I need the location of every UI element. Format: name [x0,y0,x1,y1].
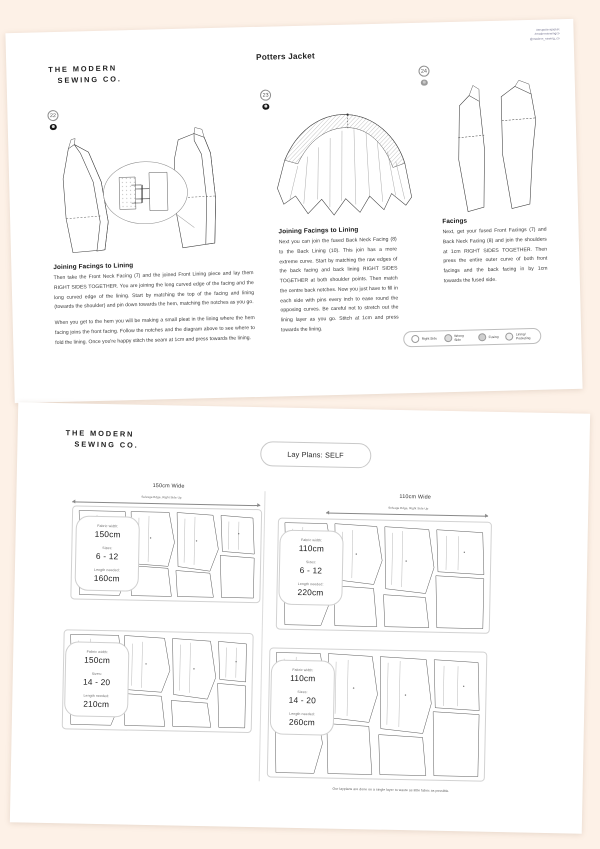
infobox-110-14-20 [270,659,335,735]
illustration-step-24 [439,77,558,230]
label-sizes-2: Sizes: [306,560,317,565]
brand-line-2-page2: SEWING CO. [74,439,139,451]
hashtag-brand: #modernsewingco [534,31,560,37]
swatch-lining-icon [505,333,513,341]
section-step-23 [278,225,399,342]
section-step-22 [53,259,255,354]
column-header-110: 110cm Wide [399,493,432,501]
section-heading-22: Joining Facings to Lining [53,262,134,272]
brand-line-1: THE MODERN [48,63,118,75]
step-number-23: 23 [260,90,271,101]
value-sizes-3: 14 - 20 [82,676,111,688]
value-fabric-width-2: 110cm [298,542,325,554]
instagram-handle: @modern_sewing_co [529,35,560,41]
swatch-right-side-icon [411,335,419,343]
section-heading-23: Joining Facings to Lining [278,226,359,236]
value-fabric-width-4: 110cm [290,672,316,684]
layplans-title-pill: Lay Plans: SELF [260,441,371,468]
illustration-step-22 [44,122,262,257]
brand-logo [48,62,122,87]
label-fabric-width-2: Fabric width: [300,538,323,543]
selvage-note-150: Selvage Edge, Right Side Up [141,494,182,500]
value-sizes-1: 6 - 12 [95,550,119,562]
layplans-page [10,402,590,833]
brand-logo-page2 [65,427,139,451]
section-step-24 [442,216,548,293]
social-handles [530,27,560,41]
page-title: Potters Jacket [255,51,315,62]
swatch-wrong-side-icon [444,334,452,342]
width-arrow-110 [326,513,488,517]
step-marker-24 [418,66,429,77]
layplans-footnote: Our layplans are done on a single layer to waste as little fabric as possible. [332,786,450,794]
section-paragraph-23-1: Next you can join the fused Back Neck Facing (8) to the Back Lining (10). This join has a more extreme curve. Start by matching the raw edges of the back facing and back lining RIGHT SIDES TOGETHER at both shoulder points. Then match the centre back notches. Now you just have to fill in each side with pins every inch to ease round the opposing curves. Be careful not to stretch out the lining layer as you go. Stitch at 1cm and press towards the lining. [278,236,399,334]
label-fabric-width-4: Fabric width: [292,667,314,673]
legend-label-fusing: Fusing [488,334,499,340]
legend-label-right-side: Right Side [421,336,437,341]
illustration-step-23 [263,101,426,245]
label-sizes-4: Sizes: [297,689,308,695]
legend-item-wrong-side [444,334,472,343]
section-heading-24: Facings [442,217,468,226]
label-sizes-1: Sizes: [102,546,113,551]
label-fabric-width-3: Fabric width: [86,649,108,655]
step-number-22: 22 [47,110,58,121]
label-length-4: Length needed: [289,711,315,717]
hashtag-pattern: #mspottersjacket [535,27,560,32]
value-sizes-4: 14 - 20 [288,694,317,706]
infobox-150-14-20 [64,641,129,717]
selvage-note-110: Selvage Edge, Right Side Up [388,505,429,511]
value-fabric-width-1: 150cm [94,528,121,540]
legend-item-lining [505,332,533,341]
legend-label-lining: Lining/ Pocketing [515,332,531,341]
label-length-3: Length needed: [83,693,110,699]
step-dot-24 [421,79,428,86]
label-sizes-3: Sizes: [91,671,102,677]
step-number-24: 24 [418,66,429,77]
column-header-150: 150cm Wide [152,483,185,490]
section-paragraph-24-1: Next, get your fused Front Facings (7) and Back Neck Facing (8) and join the shoulders at 1cm RIGHT SIDES TOGETHER. Then press the entire outer curve of both front facings and the back facing in by 1cm towards the fused side. [442,226,548,285]
value-fabric-width-3: 150cm [84,654,111,666]
legend-label-wrong-side: Wrong Side [454,333,464,343]
section-paragraph-22-2: When you get to the hem you will be making a small pleat in the lining where the hem facing joins the front facing. Follow the notches and the diagram above to see where to fold the lining. Once you're happy stitch the seam at 1cm and press towards the lining. [54,315,256,346]
section-paragraph-22-1: Then take the Front Neck Facing (7) and the joined Front Lining piece and lay them RIGHT SIDES TOGETHER. You are joining the long curved edge of the facing and the long curved edge of the lining. Start by matching the top of the facing and lining (towards the shoulder) and pin down towards the hem, matching the notches as you go. [53,270,255,311]
infobox-110-6-12 [278,530,343,606]
value-length-4: 260cm [288,716,315,728]
label-length-1: Length needed: [94,567,120,573]
step-marker-22 [47,110,58,121]
label-length-2: Length needed: [297,581,324,587]
legend [403,328,541,348]
legend-item-fusing [478,333,498,342]
value-length-3: 210cm [83,698,110,710]
value-length-1: 160cm [93,572,120,584]
legend-item-right-side [411,335,437,344]
instructions-page [5,19,582,403]
infobox-150-6-12 [75,515,140,591]
value-length-2: 220cm [297,586,324,598]
swatch-fusing-icon [478,333,486,341]
label-fabric-width-1: Fabric width: [97,523,119,529]
step-marker-23 [260,90,271,101]
brand-line-2: SEWING CO. [57,74,122,86]
value-sizes-2: 6 - 12 [299,564,323,576]
brand-line-1-page2: THE MODERN [65,428,135,439]
